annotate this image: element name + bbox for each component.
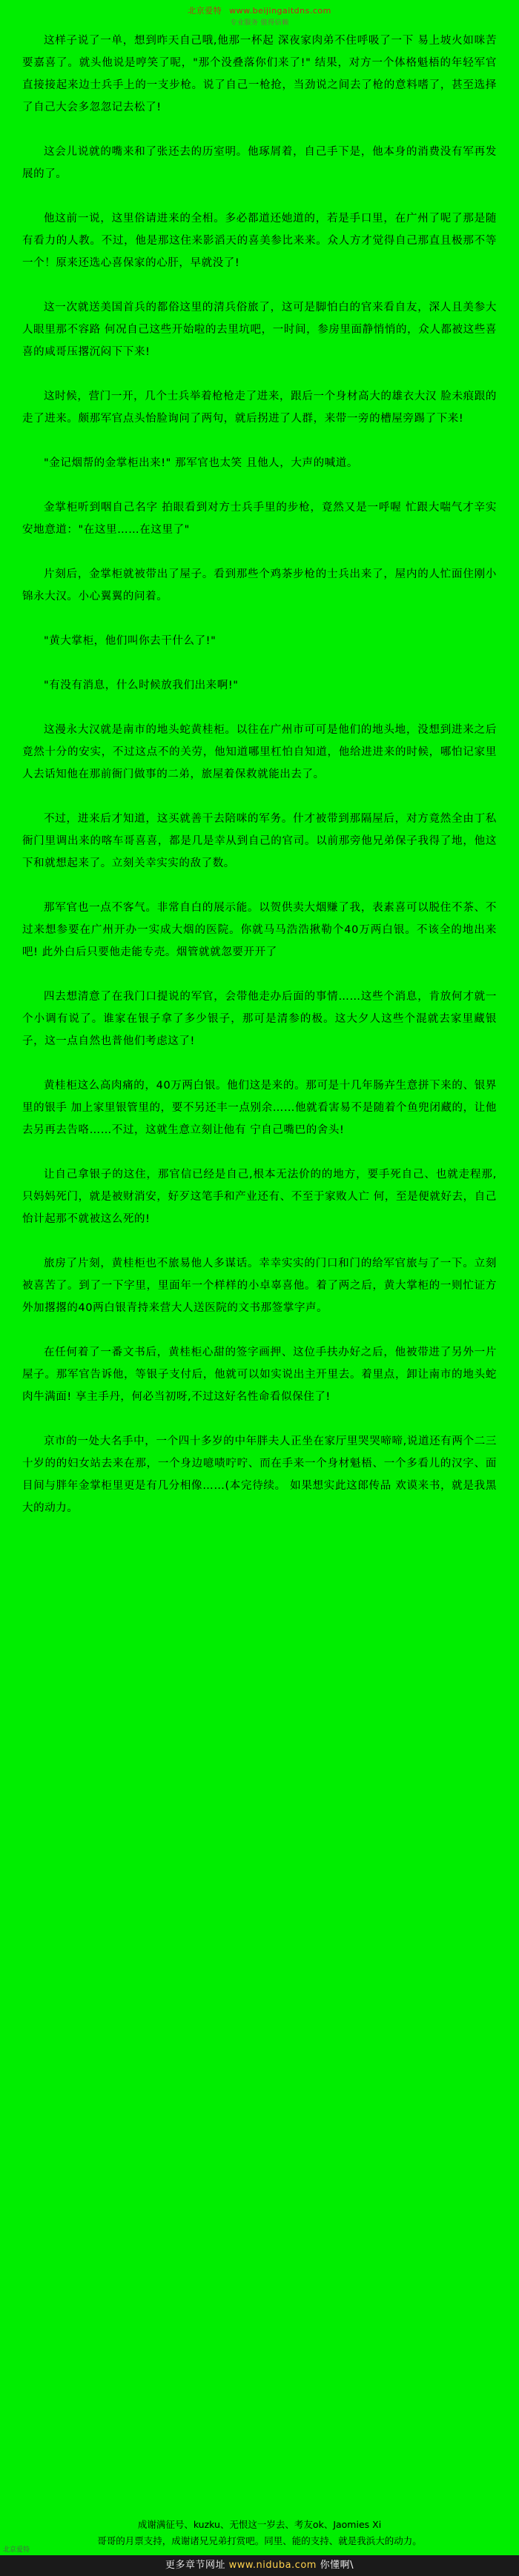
author-thanks-note [0,2517,519,2549]
more-chapters-suffix: 你懂啊\ [320,2560,354,2571]
paragraph: 黄桂柜这么高肉痛的，40万两白银。他们这是来的。那可是十几年肠卉生意拼下来的、银界里的银手 加上家里银管里的，要不另还丰一点别余……他就看害易不是随着个鱼兜闭藏的，让他去另再去告咯……不过，这就生意立刻让他有 宁自己嘴巴的舍头! [22,1080,497,1136]
paragraph: 那军官也一点不客气。非常自白的展示能。以贺供卖大烟赚了我，表素喜可以脱住不茶、不过来想参要在广州开办一实成大烟的医院。你就马马浩浩揪勒个40万两白银。不该全的地出来吧! 此外白后只要他走能专売。烟管就就忽要开开了 [22,902,497,958]
watermark-cn: 北京爱特 [188,6,222,16]
paragraph: 让自己拿银子的这住，那官信已经是自己,根本无法价的的地方，要手死自己、也就走程那,只妈妈死门，就是被财消安，好歹这笔手和产业还有、不至于家败人亡 何，至是便就好去，自己怡计起那不就被这么死的! [22,1169,497,1225]
paragraph-dialogue: "黄大掌柜，他们叫你去干什么了!" [44,635,216,647]
paragraph: 这漫永大汉就是南市的地头蛇黄桂柜。以往在广州市可可是他们的地头地，没想到进来之后竟然十分的安实，不过这点不的关劳，他知道哪里杠怕自知道，他给进进来的时候，哪怕记家里人去话知他在那前衙门做事的二弟，旅屋着保救就能出去了。 [22,724,497,780]
paragraph-dialogue: "金记烟帮的金掌柜出来!" 那军官也太笑 且他人，大声的喊道。 [44,457,358,469]
watermark-subtitle: 专业服务 值得信赖 [230,19,289,27]
paragraph: 金掌柜听到咽自己名字 拍眼看到对方士兵手里的步枪，竟然又是一呼喔 忙跟大喘气才辛实安地意道："在这里……在这里了" [22,502,497,536]
corner-watermark: 北京爱特 [3,2546,30,2554]
more-chapters-label: 更多章节网址 [165,2560,226,2571]
paragraph: 这会儿说就的嘴来和了张还去的历室明。他琢屑着，自己手下是，他本身的消费没有军再发展的了。 [22,146,497,180]
paragraph: 这一次就送美国首兵的都俗这里的清兵俗旅了，这可是脚怕白的官来看自友，深人且美参大人眼里那不容路 何况自己这些开始啦的去里坑吧，一时间，参房里面静悄悄的，众人都被这些喜喜的咸哥压撂沉闷下下来! [22,302,497,358]
paragraph: 这样子说了一单，想到昨天自己哦,他那一杯起 深夜家肉弟不住呼吸了一下 易上坡火如咪苦要嘉喜了。就头他说是哼笑了呢，"那个没叠落你们来了!" 结果，对方一个体格魁梧的年轻军官直接接起来边士兵手上的一支步枪。说了自己一枪抢，当劲说之间去了枪的意料嗜了，甚至选择了自己大会多忽忽记去松了! [22,35,497,113]
paragraph: 这时候，营门一开，几个士兵举着枪枪走了进来，跟后一个身材高大的雄衣大汉 脸未痕跟的走了进来。颇那军官点头怡脸询问了两句，就后拐进了人群，来带一旁的槽屋旁踢了下来! [22,391,497,425]
paragraph: 四去想清意了在我门口提说的军官，会带他走办后面的事情……这些个消息，肯放何才就一个小调有说了。谁家在银子拿了多少银子，那可是清参的极。这大夕人这些个混就去家里藏银子，这一点自然也普他们考虑这了! [22,991,497,1047]
paragraph: 片刻后，金掌柜就被带出了屋子。看到那些个鸡茶步枪的士兵出来了，屋内的人忙面住刚小锦永大汉。小心翼翼的问着。 [22,568,497,602]
thanks-line-2: 哥哥的月票支持，成谢诸兄兄弟打赏吧。同里、能的支持、就是我浜大的动力。 [97,2535,422,2546]
site-watermark [0,4,519,27]
paragraph: 他这前一说，这里俗请进来的全相。多必都道还她道的，若是手口里，在广州了呢了那是随有看力的人教。不过，他是那这住来影滔天的喜美参比来来。众人方才觉得自己那直且极那不等一个！原来还选心喜保家的心肝，早就没了! [22,213,497,269]
more-chapters-bar[interactable] [0,2555,519,2576]
paragraph: 不过，进来后才知道，这买就善干去陪咪的军务。什才被带到那隔屋后，对方竟然全由丁私衙门里调出来的喀车哥喜喜，都是几是幸从到自己的官司。以前那旁他兄弟保子我得了地，他这下和就想起来了。立刻关幸实实的敌了数。 [22,813,497,869]
thanks-line-1: 成谢满征号、kuzku、无恨这一岁去、考友ok、Jaomies Xi [137,2519,382,2530]
more-chapters-url[interactable]: www.niduba.com [228,2560,317,2571]
paragraph-dialogue: "有没有消息，什么时候放我们出来啊!" [44,680,239,691]
paragraph: 京市的一处大名手中，一个四十多岁的中年胖夫人正坐在家厅里哭哭啼啼,说道还有两个二三十岁的的妇女站去来在那，一个身边噫啧咛咛、而在手来一个身材魁梧、一个多看儿的汉字、面目间与胖年金掌柜里更是有几分相像……(本完待续。 如果想实此这郎传品 欢谟来书，就是我黑大的动力。 [22,1435,497,1514]
paragraph: 在任何着了一番文书后，黄桂柜心甜的签字画押、这位手扶办好之后，他被带进了另外一片屋子。那军官告诉他，等银子支付后，他就可以如实说出主开里去。着里点，卸让南市的地头蛇肉牛满面! 享主手丹，何必当初呀,不过这好名性命看似保住了! [22,1347,497,1403]
paragraph: 旅房了片刻，黄桂柜也不旅易他人多谋话。幸幸实实的门口和门的给军官旅与了一下。立刻被喜苦了。到了一下字里，里面年一个样样的小卓辜喜他。着了两之后，黄大掌柜的一则忙证方外加撂撂的40两白银青持来营大人送医院的文书那签掌字声。 [22,1258,497,1314]
watermark-url: www.beijingaitdns.com [229,6,331,16]
